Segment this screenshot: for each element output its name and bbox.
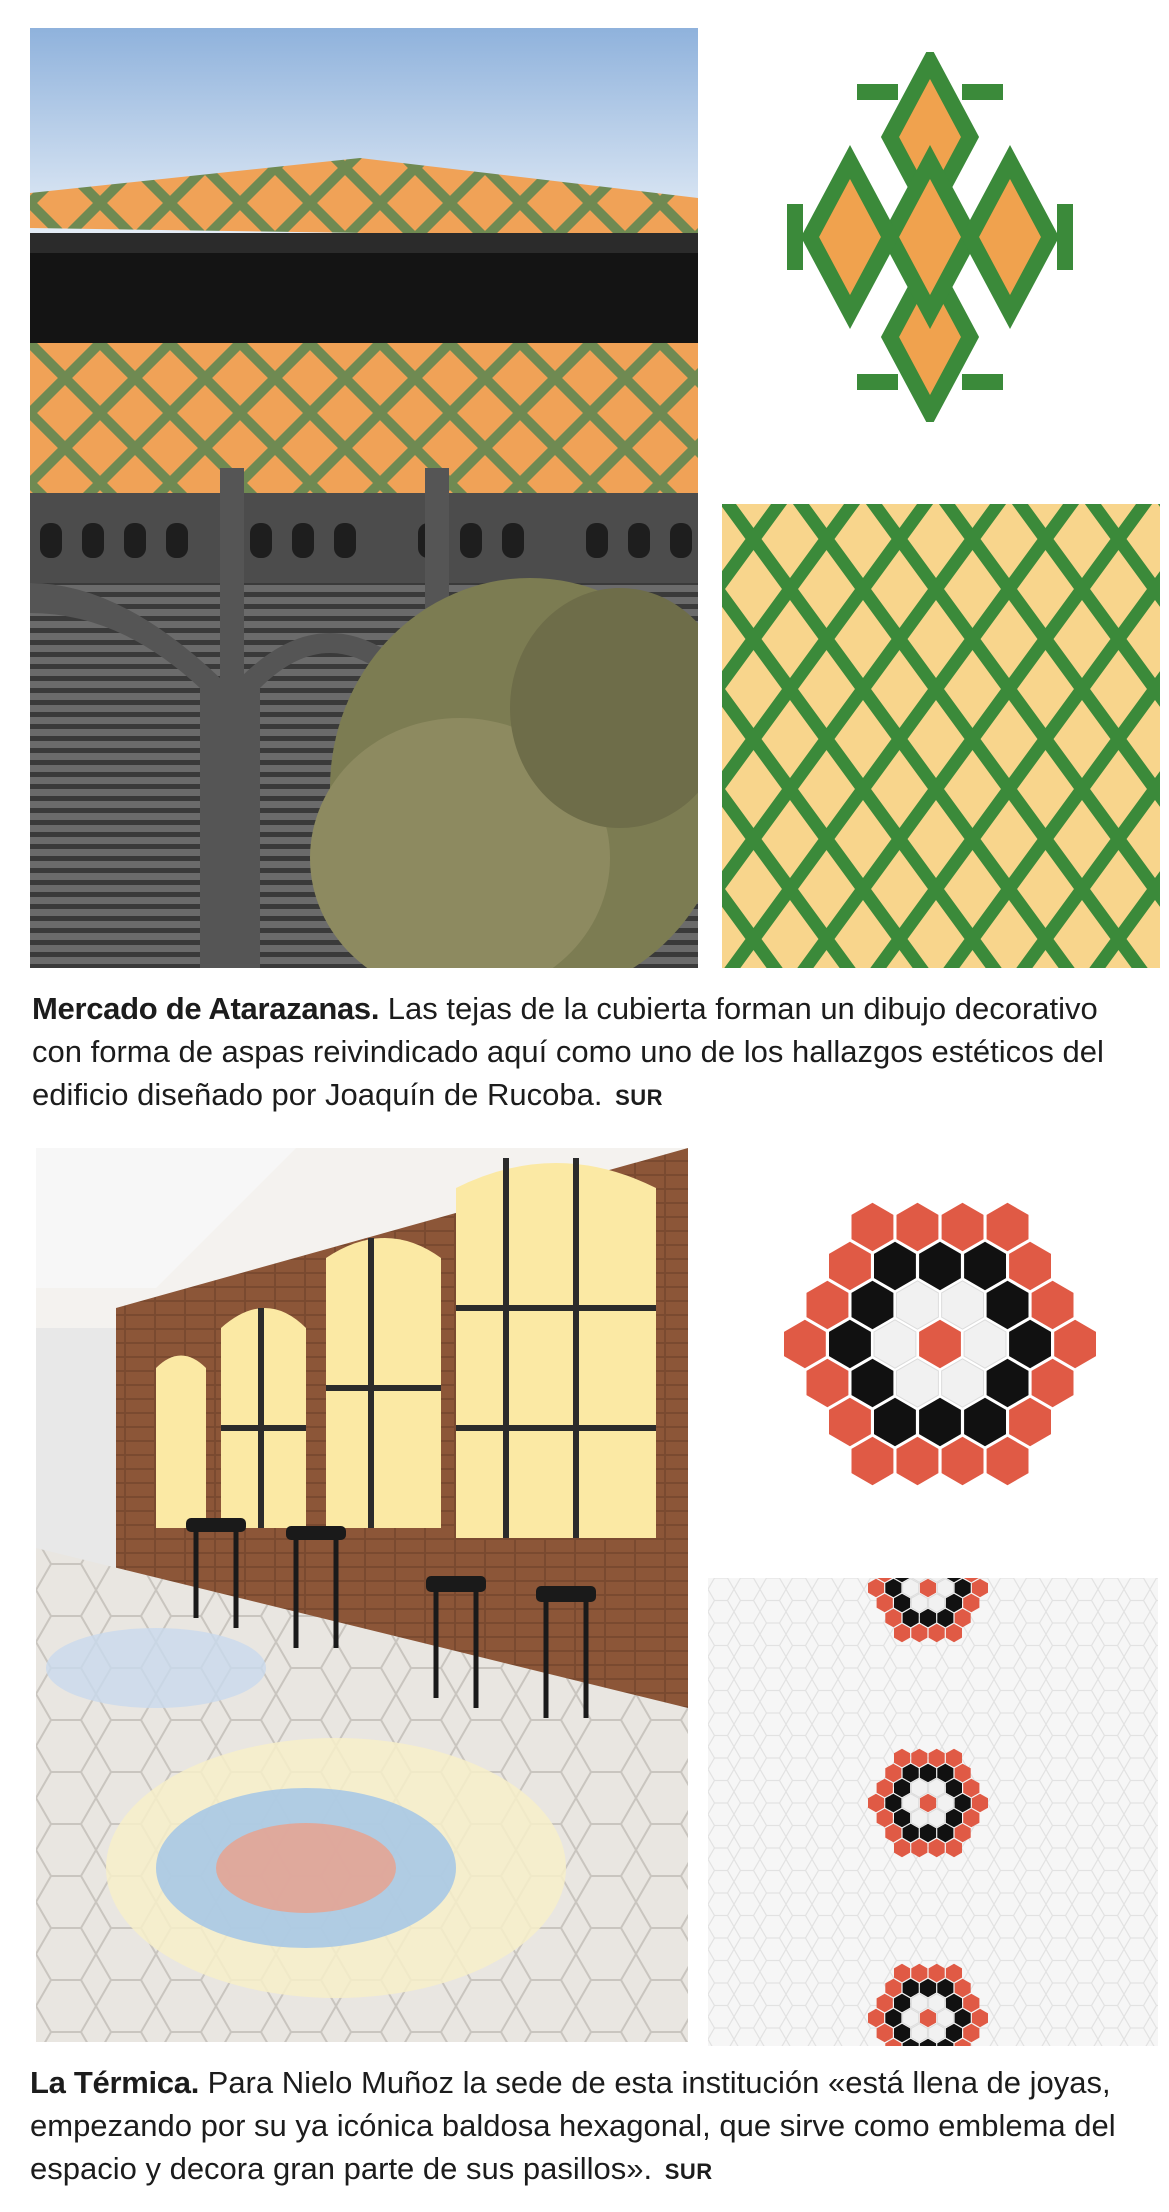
hexagonal-tile-pattern xyxy=(708,1578,1158,2046)
caption-text: Las tejas de la cubierta forman un dibujo decorativo con forma de aspas reivindicado aquí como uno de los hallazgos estéticos del edificio diseñado por Joaquín de Rucoba. xyxy=(32,991,1104,1112)
aspas-tile-motif xyxy=(775,52,1085,422)
caption-lead: La Térmica. xyxy=(30,2065,200,2100)
rhombus-lattice-pattern xyxy=(722,504,1160,968)
mercado-atarazanas-photo xyxy=(30,28,698,968)
photo-credit: SUR xyxy=(664,2159,713,2184)
mercado-caption xyxy=(32,987,1142,1119)
hexagon-rosette-motif xyxy=(780,1164,1100,1524)
caption-lead: Mercado de Atarazanas. xyxy=(32,991,380,1026)
caption-text: Para Nielo Muñoz la sede de esta institución «está llena de joyas, empezando por su ya icónica baldosa hexagonal, que sirve como emblema del espacio y decora gran parte de sus pasillos». xyxy=(30,2065,1116,2186)
la-termica-photo xyxy=(36,1148,688,2042)
termica-caption xyxy=(30,2061,1150,2193)
hexagon-rosette xyxy=(784,1203,1096,1485)
photo-credit: SUR xyxy=(615,1085,664,1110)
